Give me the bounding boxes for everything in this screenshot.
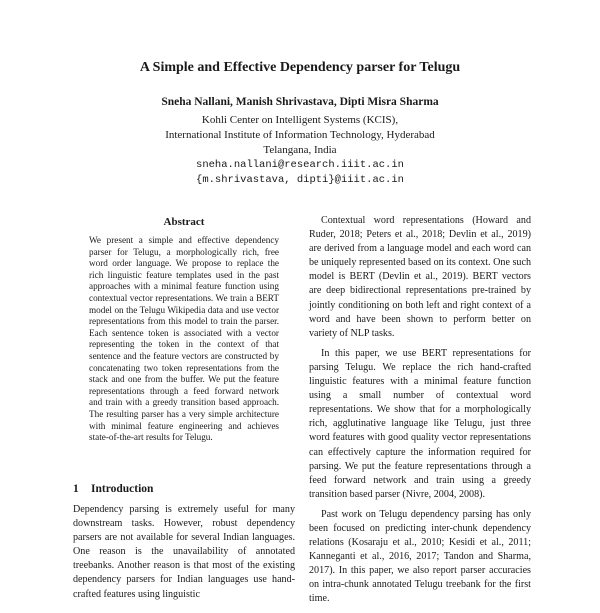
section-title: Introduction <box>91 483 154 495</box>
author-list: Sneha Nallani, Manish Shrivastava, Dipti Misra Sharma <box>161 96 439 108</box>
paper-title: A Simple and Effective Dependency parser for Telugu <box>139 60 461 75</box>
abstract-text: We present a simple and effective dependency parser for Telugu, a morphologically rich, free word order language. We propose to replace the rich linguistic feature templates used in the past approaches with a minimal feature function using contextual vector representations. We train a BERT model on the Telugu Wikipedia data and use vector representations from this model to train the parser. Each sentence token is associated with a vector representing the token in the context of that sentence and the feature vectors are constructed by concatenating two token representations from the stack and one from the buffer. We put the feature representations through a feed forward network and train with a greedy transition based approach. The resulting parser has a very simple architecture with minimal feature engineering and achieves state-of-the-art results for Telugu. <box>89 235 279 443</box>
paragraph-bert-for-telugu: In this paper, we use BERT representations for parsing Telugu. We replace the rich hand-crafted linguistic features with a minimal feature function using a small number of contextual word representations. We show that for a morphologically rich, agglutinative language like Telugu, just three word features with good quality vector representations can effectively capture the information required for parsing. We put the feature representations through a feed forward network and train using a greedy transition based parser (Nivre, 2004, 2008). <box>309 347 531 500</box>
right-column <box>309 214 531 613</box>
affiliation-line-1: Kohli Center on Intelligent Systems (KCIS), <box>201 114 399 126</box>
introduction-paragraph-1: Dependency parsing is extremely useful for many downstream tasks. However, robust dependency parsers are not available for several Indian languages. One reason is the unavailability of annotated treebanks. Another reason is that most of the existing dependency parsers for Indian languages use hand-crafted features using linguistic <box>73 504 295 600</box>
paragraph-past-work: Past work on Telugu dependency parsing has only been focused on predicting inter-chunk dependency relations (Kosaraju et al., 2010; Kesidi et al., 2011; Kanneganti et al., 2016, 2017; Tandon and Sharma, 2017). In this paper, we also report parser accuracies on intra-chunk annotated Telugu treebank for the first time. <box>309 508 531 605</box>
email-line-2: {m.shrivastava, dipti}@iiit.ac.in <box>196 174 404 186</box>
paragraph-contextual-representations: Contextual word representations (Howard and Ruder, 2018; Peters et al., 2018; Devlin et al., 2019) are derived from a language model and each word can be uniquely represented based on its context. One such model is BERT (Devlin et al., 2019). BERT vectors are deep bidirectional representations pre-trained by jointly conditioning on both left and right context of a word and have been shown to perform better on variety of NLP tasks. <box>309 215 531 339</box>
affiliation-line-2: International Institute of Information Technology, Hyderabad <box>165 129 435 141</box>
email-line-1: sneha.nallani@research.iiit.ac.in <box>196 159 404 171</box>
affiliation-line-3: Telangana, India <box>263 144 337 156</box>
section-heading-introduction <box>73 483 153 495</box>
section-number: 1 <box>73 483 79 495</box>
abstract-heading: Abstract <box>163 216 205 228</box>
